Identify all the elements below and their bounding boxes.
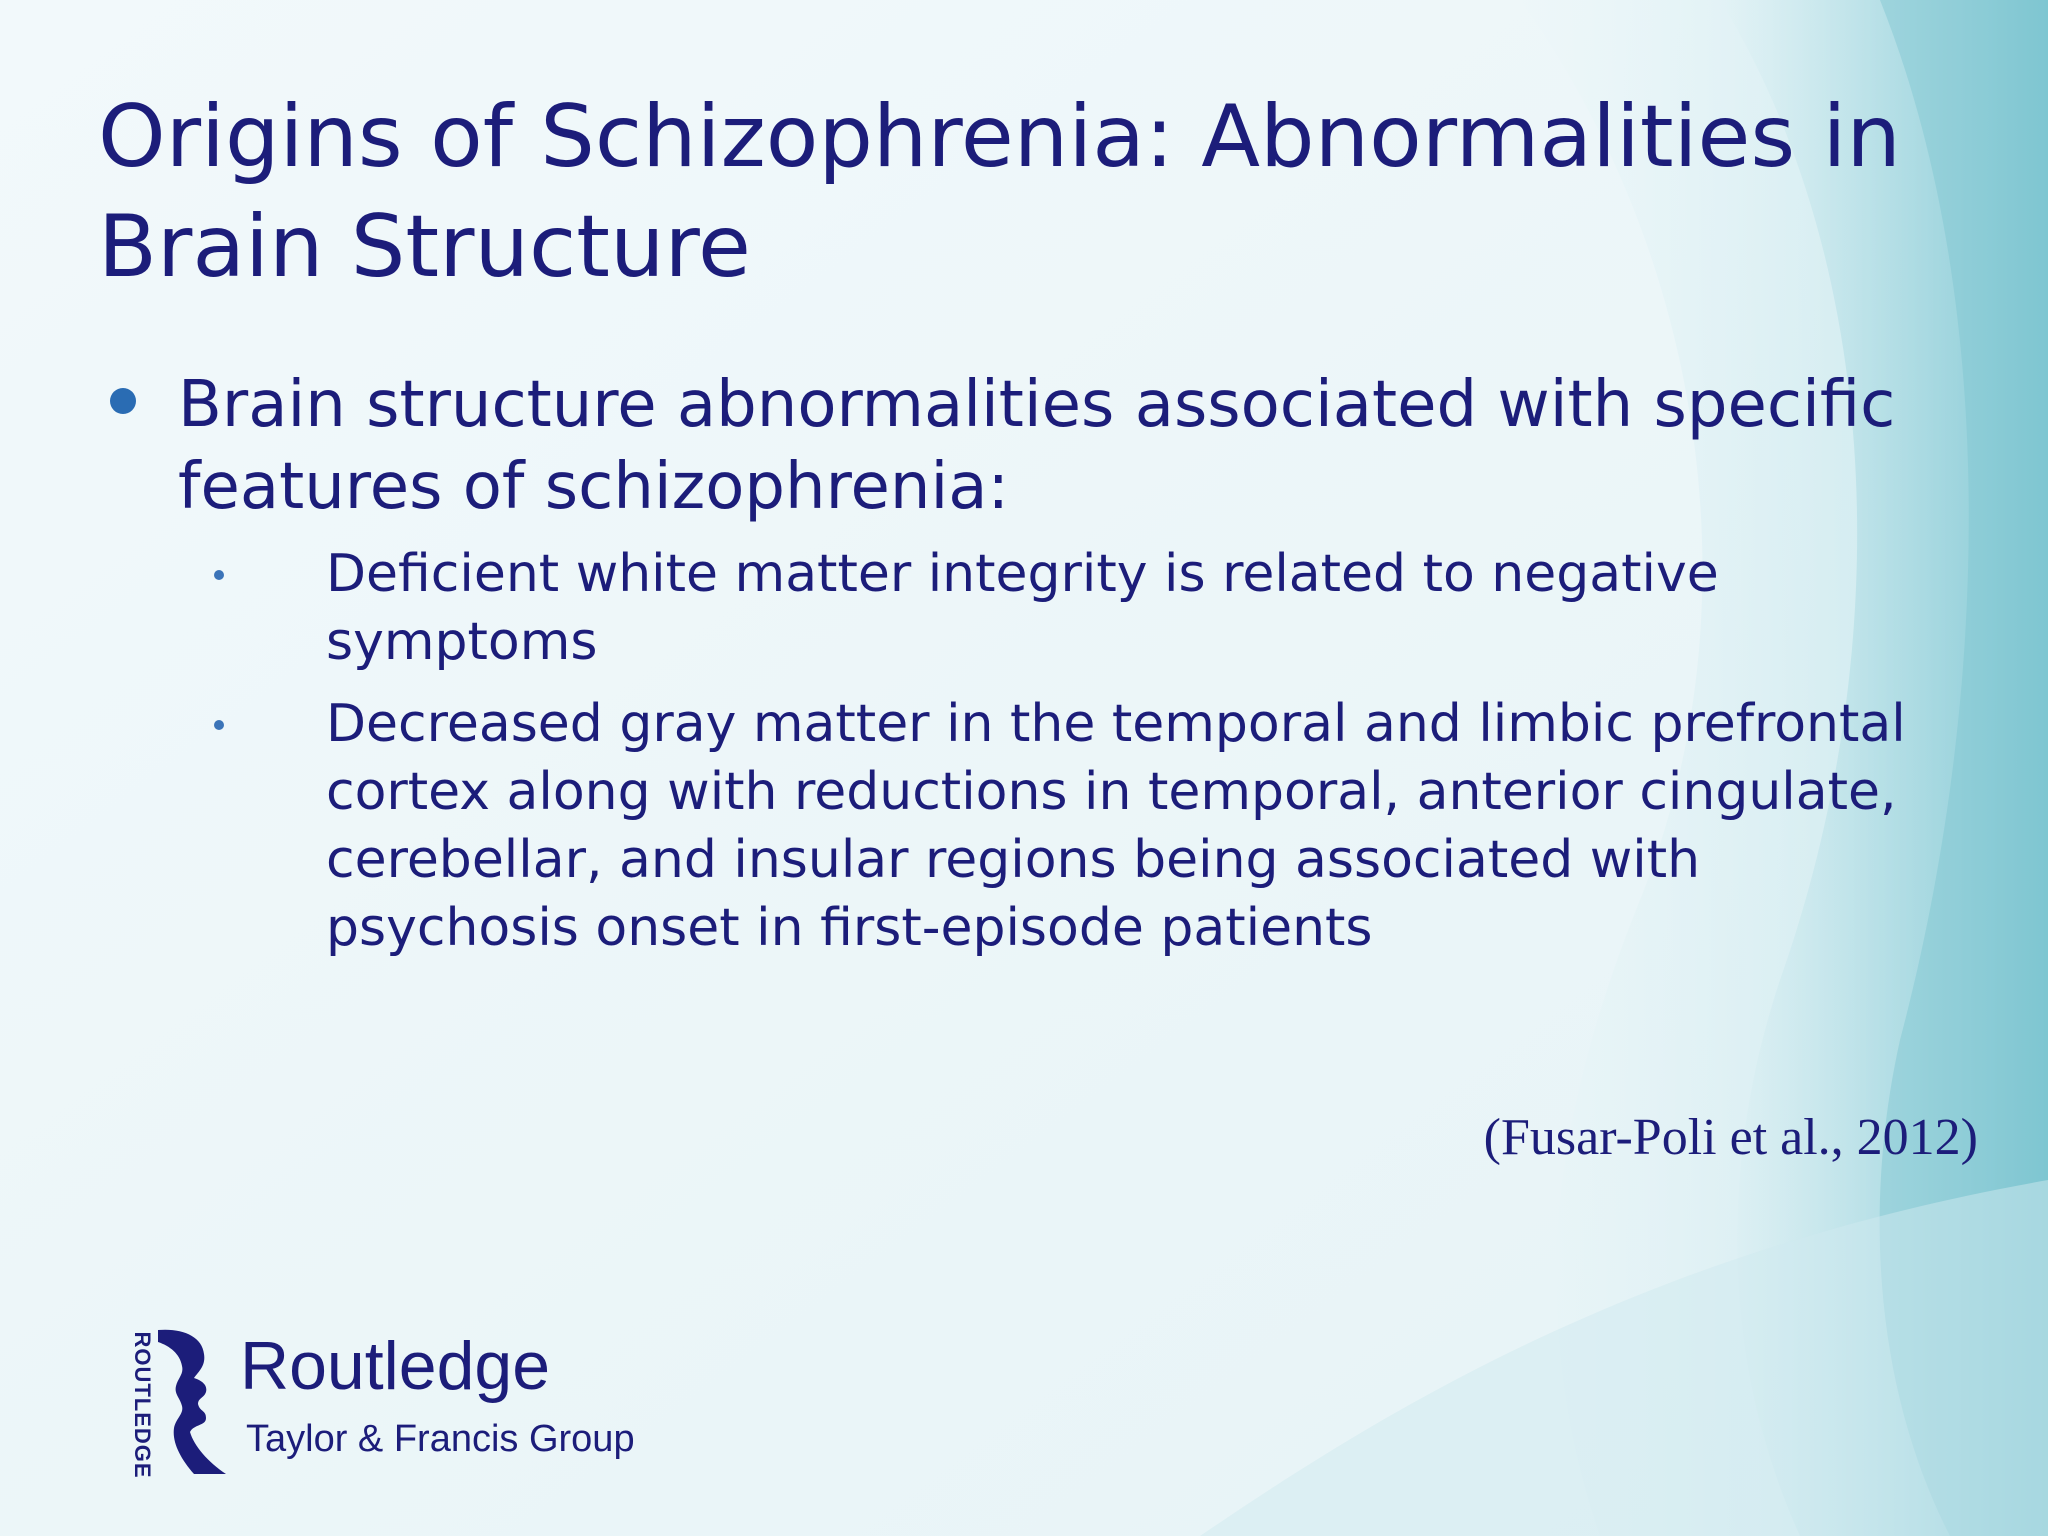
sub-bullet-list [110, 540, 1910, 962]
logo-subtitle: Taylor & Francis Group [246, 1418, 635, 1460]
slide-title: Origins of Schizophrenia: Abnormalities in Brain Structure [98, 87, 1901, 297]
sub-bullet-item [214, 540, 1910, 676]
bullet-text: Brain structure abnormalities associated with specific features of schizophrenia: [178, 368, 1896, 524]
logo-name: Routledge [240, 1328, 551, 1404]
routledge-logo [112, 1322, 652, 1482]
sub-bullet-dot-icon [214, 720, 224, 730]
sub-bullet-text: Deficient white matter integrity is related to negative symptoms [326, 544, 1719, 672]
sub-bullet-text: Decreased gray matter in the temporal and limbic prefrontal cortex along with reductions in temporal, anterior cingulate, cerebellar, and insular regions being associated with psychosis onset in first-episode patients [326, 694, 1906, 958]
bullet-item [110, 364, 1910, 528]
bullet-dot-icon [110, 388, 136, 414]
bullet-list [110, 364, 1910, 976]
sub-bullet-item [214, 690, 1910, 962]
sub-bullet-dot-icon [214, 570, 224, 580]
routledge-head-icon [154, 1328, 234, 1476]
citation: (Fusar-Poli et al., 2012) [1483, 1109, 1978, 1166]
logo-vertical-text: ROUTLEDGE [130, 1331, 155, 1479]
